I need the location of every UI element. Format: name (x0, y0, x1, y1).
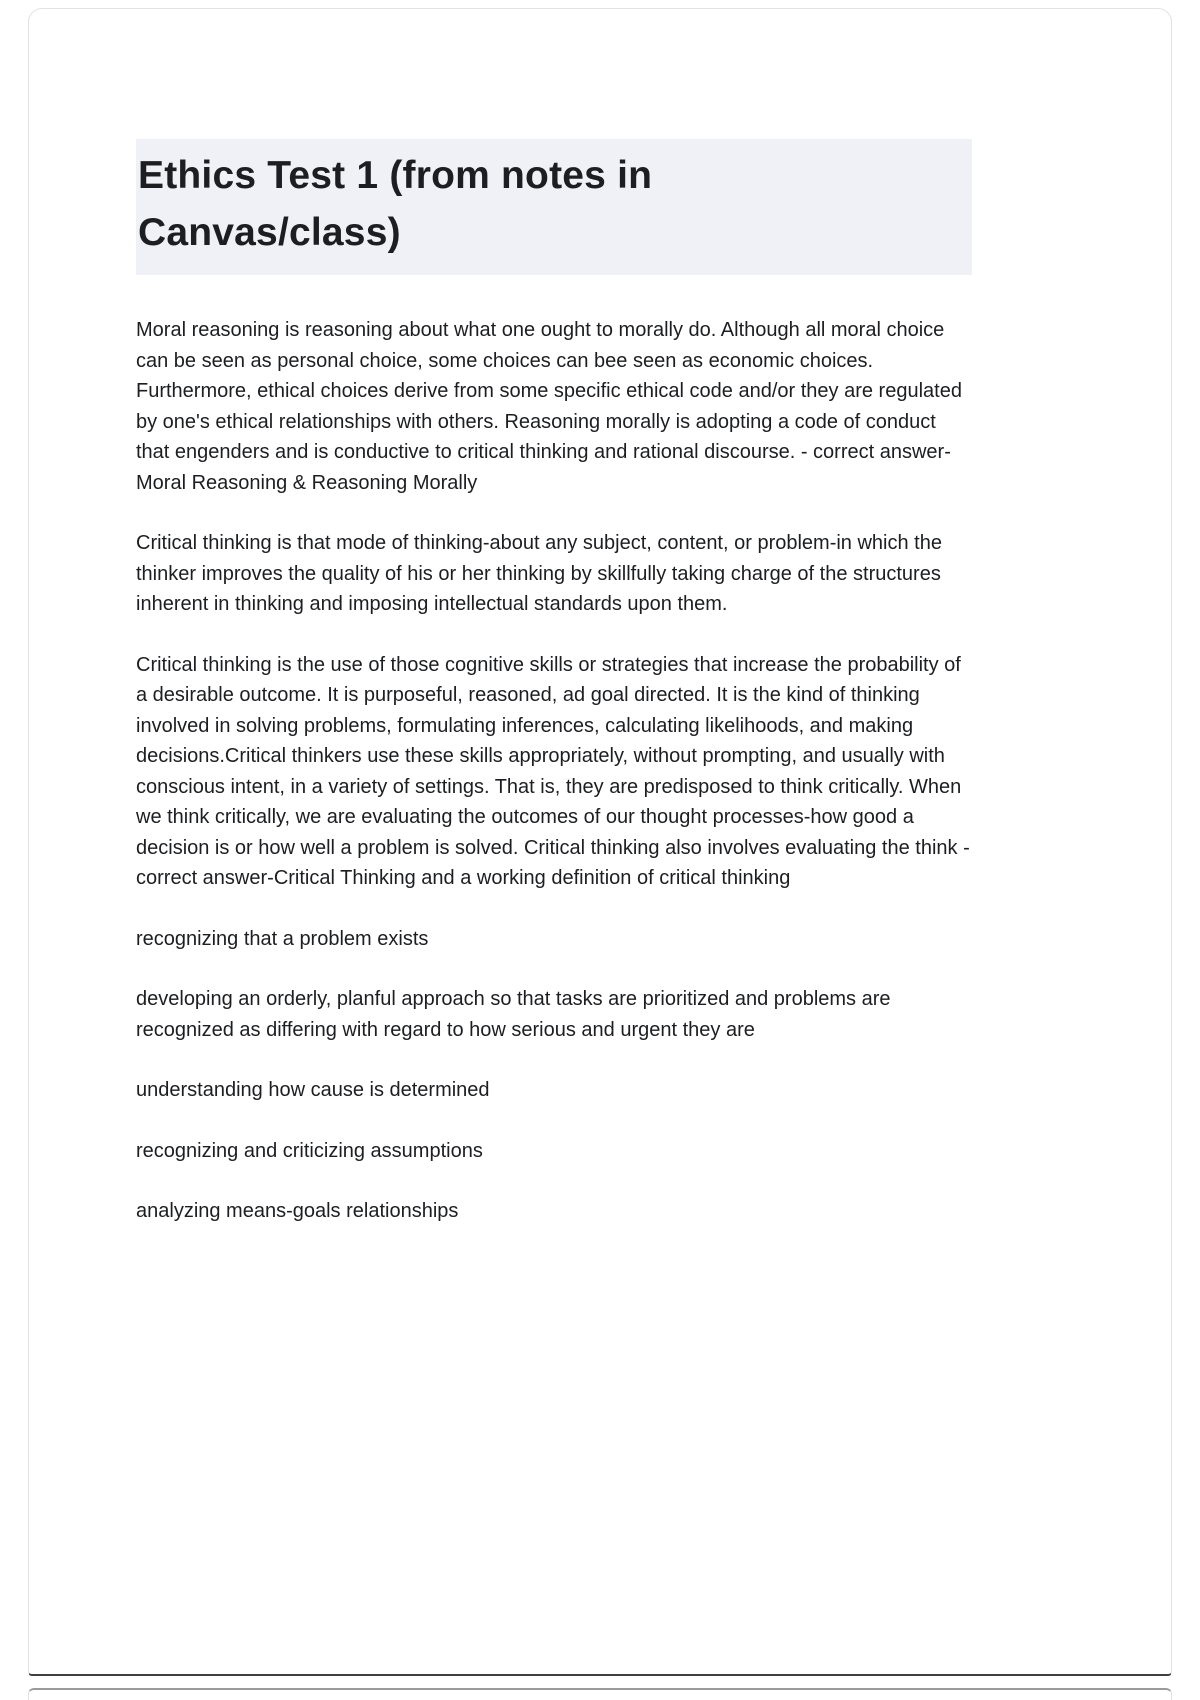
paragraph-recognizing-problem: recognizing that a problem exists (136, 927, 429, 950)
paragraph-means-goals: analyzing means-goals relationships (136, 1200, 459, 1222)
next-page-edge (28, 1688, 1172, 1700)
paragraph-criticizing-assumptions: recognizing and criticizing assumptions (136, 1139, 483, 1162)
page-title (136, 139, 972, 275)
paragraph-critical-thinking-skills: Critical thinking is the use of those cognitive skills or strategies that increase the probability of a desirable outcome. It is purposeful, reasoned, ad goal directed. It is the kind of thinking involved in solving problems, formulating inferences, calculating likelihoods, and making decisions.Critical thinkers use these skills appropriately, without prompting, and usually with conscious intent, in a variety of settings. That is, they are predisposed to think critically. When we think critically, we are evaluating the outcomes of our thought processes-how good a decision is or how well a problem is solved. Critical thinking also involves evaluating the think - correct answer-Critical Thinking and a working definition of critical thinking (136, 653, 970, 889)
paragraph-moral-reasoning: Moral reasoning is reasoning about what one ought to morally do. Although all moral choice can be seen as personal choice, some choices can bee seen as economic choices. Furthermore, ethical choices derive from some specific ethical code and/or they are regulated by one's ethical relationships with others. Reasoning morally is adopting a code of conduct that engenders and is conductive to critical thinking and rational discourse. - correct answer-Moral Reasoning & Reasoning Morally (136, 319, 962, 494)
page-content (136, 9, 972, 1257)
page-title-line-2: Canvas/class) (138, 211, 401, 254)
paragraph-critical-thinking-definition: Critical thinking is that mode of thinking-about any subject, content, or problem-in which the thinker improves the quality of his or her thinking by skillfully taking charge of the structures inherent in thinking and imposing intellectual standards upon them. (136, 532, 942, 615)
document-body (136, 315, 972, 1227)
paragraph-understanding-cause: understanding how cause is determined (136, 1079, 490, 1101)
document-page (28, 8, 1172, 1676)
paragraph-developing-approach: developing an orderly, planful approach so that tasks are prioritized and problems are recognized as differing with regard to how serious and urgent they are (136, 988, 891, 1041)
page-title-line-1: Ethics Test 1 (from notes in (138, 154, 653, 197)
